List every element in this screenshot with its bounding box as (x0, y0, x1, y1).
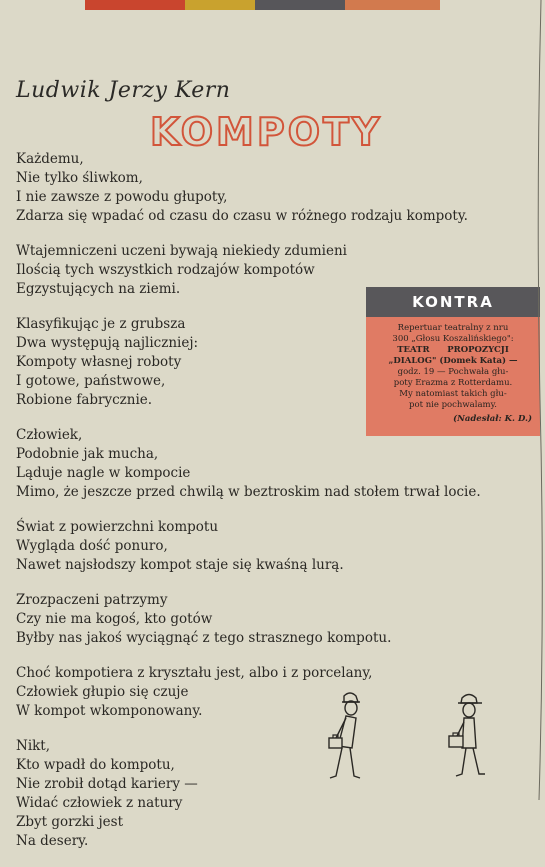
kontra-heading: KONTRA (366, 287, 540, 317)
poem-line: Nie tylko śliwkom, (16, 170, 143, 186)
poem-line: Człowiek, (16, 427, 83, 443)
poem-line: Podobnie jak mucha, (16, 446, 159, 462)
poem-line: Nie zrobił dotąd kariery — (16, 776, 198, 792)
poem-line: Na desery. (16, 833, 89, 849)
poem-line: Wygląda dość ponuro, (16, 538, 168, 554)
poem-line: Kompoty własnej roboty (16, 354, 182, 370)
kontra-line: TEATR PROPOZYCJI (397, 345, 509, 355)
poem-line: I nie zawsze z powodu głupoty, (16, 189, 228, 205)
poem-line: Człowiek głupio się czuje (16, 684, 189, 700)
kontra-line: My natomiast takich głu- (399, 389, 507, 399)
poem-line: Zbyt gorzki jest (16, 814, 124, 830)
kontra-line: „DIALOG" (Domek Kata) — (388, 356, 518, 366)
poem-stanza (16, 737, 481, 851)
kontra-signature: (Nadesłał: K. D.) (453, 414, 532, 424)
author-name: Ludwik Jerzy Kern (16, 78, 231, 103)
poem-stanza (16, 664, 481, 721)
kontra-line: poty Erazma z Rotterdamu. (393, 378, 513, 388)
poem-line: Każdemu, (16, 151, 84, 167)
poem-line: Widać człowiek z natury (16, 795, 183, 811)
poem-body (16, 150, 481, 867)
top-strip-red (85, 0, 185, 10)
poem-line: Wtajemniczeni uczeni bywają niekiedy zdumieni (16, 243, 347, 259)
poem-line: Dwa występują najliczniej: (16, 335, 199, 351)
kontra-text (366, 317, 540, 411)
poem-line: Nawet najsłodszy kompot staje się kwaśną lurą. (16, 557, 344, 573)
man-with-briefcase-illustration-right (446, 686, 496, 786)
kontra-line: 300 „Głosu Koszalińskiego": (392, 334, 514, 344)
poem-line: Ląduje nagle w kompocie (16, 465, 191, 481)
poem-line: Kto wpadł do kompotu, (16, 757, 175, 773)
poem-line: Klasyfikując je z grubsza (16, 316, 186, 332)
top-strip-yellow (185, 0, 255, 10)
poem-line: Choć kompotiera z kryształu jest, albo i z porcelany, (16, 665, 373, 681)
poem-line: Świat z powierzchni kompotu (16, 519, 219, 535)
kontra-box (366, 287, 540, 436)
poem-line: Zdarza się wpadać od czasu do czasu w różnego rodzaju kompoty. (16, 208, 468, 224)
poem-stanza (16, 518, 481, 575)
top-color-strip (0, 0, 545, 10)
poem-line: W kompot wkomponowany. (16, 703, 203, 719)
poem-line: Zrozpaczeni patrzymy (16, 592, 168, 608)
poem-title: KOMPOTY (150, 110, 383, 154)
poem-stanza (16, 150, 481, 226)
poem-line: Czy nie ma kogoś, kto gotów (16, 611, 213, 627)
poem-line: I gotowe, państwowe, (16, 373, 166, 389)
kontra-line: godz. 19 — Pochwała głu- (397, 367, 509, 377)
top-strip-gray (255, 0, 345, 10)
poem-line: Nikt, (16, 738, 51, 754)
poem-line: Egzystujących na ziemi. (16, 281, 181, 297)
poem-line: Robione fabrycznie. (16, 392, 153, 408)
poem-line: Ilością tych wszystkich rodzajów kompotów (16, 262, 315, 278)
poem-stanza (16, 591, 481, 648)
poem-line: Byłby nas jakoś wyciągnąć z tego strasznego kompotu. (16, 630, 392, 646)
kontra-line: Repertuar teatralny z nru (397, 323, 509, 333)
kontra-line: pot nie pochwalamy. (409, 400, 497, 410)
man-with-briefcase-illustration-left (322, 686, 372, 786)
poem-stanza (16, 426, 481, 502)
poem-line: Mimo, że jeszcze przed chwilą w beztroskim nad stołem trwał locie. (16, 484, 481, 500)
top-strip-orange (345, 0, 440, 10)
